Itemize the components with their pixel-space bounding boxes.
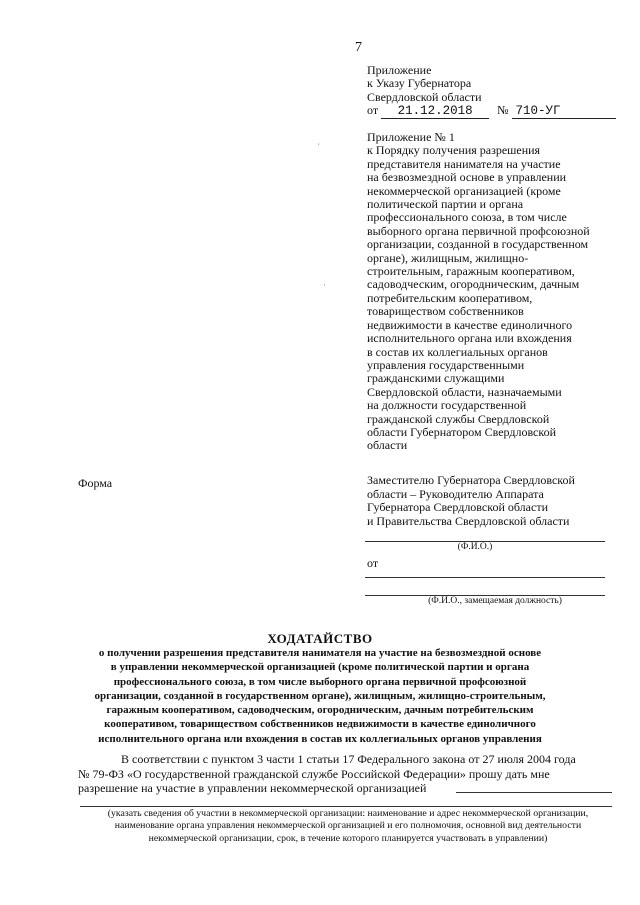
fio-caption: (Ф.И.О.) xyxy=(457,542,493,552)
addressee-block xyxy=(367,474,575,528)
addressee-line: Заместителю Губернатора Свердловской xyxy=(367,473,575,487)
body-line xyxy=(78,781,613,796)
organization-field-line-2[interactable] xyxy=(80,806,612,807)
fio-position-caption: (Ф.И.О., замещаемая должность) xyxy=(428,596,562,606)
scan-speck: ' xyxy=(318,142,320,152)
petition-subtitle xyxy=(80,646,560,746)
addressee-line: и Правительства Свердловской области xyxy=(367,513,570,528)
subtitle-line: гаражным кооперативом, садоводческим, огородническим, дачным потребительским xyxy=(106,704,534,717)
appendix-header xyxy=(367,64,617,119)
appendix-1-line: исполнительного органа или вхождения xyxy=(367,331,572,346)
note-line: (указать сведения об участии в некоммерческой организации: наименование и адрес некоммерческой организации, xyxy=(107,808,589,819)
appendix-1-line: гражданской службы Свердловской xyxy=(367,411,550,426)
appendix-1-line: выборного органа первичной профсоюзной xyxy=(367,223,590,238)
organization-field-line-1[interactable] xyxy=(456,792,612,793)
appendix-1-line: на безвозмездной основе в управлении xyxy=(367,170,567,185)
subtitle-line: кооперативом, товариществом собственников недвижимости в качестве единоличного xyxy=(104,718,536,731)
body-line: № 79-ФЗ «О государственной гражданской службе Российской Федерации» прошу дать мне xyxy=(78,766,550,781)
appendix-1-line: в состав их коллегиальных органов xyxy=(367,344,548,359)
appendix-line: к Указу Губернатора xyxy=(367,76,472,91)
sender-from-label: от xyxy=(367,556,379,570)
appendix-1-line: Свердловской области, назначаемыми xyxy=(367,384,562,399)
appendix-1-line: строительным, гаражным кооперативом, xyxy=(367,264,575,279)
appendix-line: Свердловской области xyxy=(367,89,482,104)
petition-title: ХОДАТАЙСТВО xyxy=(267,631,373,646)
appendix-1-line: недвижимости в качестве единоличного xyxy=(367,317,573,332)
subtitle-line: профессионального союза, в том числе выборного органа первичной профсоюзной xyxy=(113,675,527,688)
addressee-line: области – Руководителю Аппарата xyxy=(367,486,544,501)
appendix-1-block xyxy=(367,131,617,453)
appendix-1-line: некоммерческой организацией (кроме xyxy=(367,183,561,198)
body-line-text: разрешение на участие в управлении некоммерческой организацией xyxy=(78,781,427,795)
form-label: Форма xyxy=(78,476,113,490)
note-line: некоммерческой организации, срок, в течение которого планируется участвовать в управлении) xyxy=(148,832,548,844)
appendix-1-line: области xyxy=(367,438,408,453)
decree-date-number xyxy=(367,104,617,119)
appendix-1-line: профессионального союза, в том числе xyxy=(367,210,567,225)
petition-body xyxy=(78,752,613,796)
subtitle-line: организации, созданной в государственном органе), жилищным, жилищно-строительным, xyxy=(94,689,546,702)
organization-note xyxy=(78,808,618,845)
note-line: наименование органа управления некоммерческой организацией и его полномочия, основной вид деятельности xyxy=(114,820,582,832)
appendix-1-line: политической партии и органа xyxy=(367,197,524,212)
appendix-1-line: организации, созданной в государственном xyxy=(367,237,589,252)
from-label: от xyxy=(367,103,379,118)
number-label: № xyxy=(497,103,509,118)
decree-date: 21.12.2018 xyxy=(381,104,489,119)
appendix-1-line: к Порядку получения разрешения xyxy=(367,143,541,158)
appendix-1-line: гражданскими служащими xyxy=(367,371,505,386)
subtitle-line: о получении разрешения представителя нанимателя на участие на безвозмездной основе xyxy=(98,647,542,659)
appendix-1-line: органе), жилищным, жилищно- xyxy=(367,250,529,265)
appendix-1-line: потребительским кооперативом, xyxy=(367,290,533,305)
appendix-1-line: на должности государственной xyxy=(367,398,527,413)
appendix-1-line: садоводческим, огородническим, дачным xyxy=(367,277,580,292)
appendix-1-line: представителя нанимателя на участие xyxy=(367,156,561,171)
subtitle-line: исполнительного органа или вхождения в состав их коллегиальных органов управления xyxy=(98,732,542,745)
appendix-line: Приложение xyxy=(367,63,432,77)
appendix-1-line: управления государственными xyxy=(367,357,525,372)
decree-number: 710-УГ xyxy=(512,104,616,119)
appendix-1-line: товариществом собственников xyxy=(367,304,524,319)
addressee-line: Губернатора Свердловской области xyxy=(367,500,548,515)
subtitle-line: в управлении некоммерческой организацией (кроме политической партии и органа xyxy=(110,661,530,674)
sender-field-line-1[interactable] xyxy=(365,577,605,578)
page-number: 7 xyxy=(355,40,362,55)
appendix-1-line: Приложение № 1 xyxy=(367,130,455,144)
body-line: В соответствии с пунктом 3 части 1 статьи 17 Федерального закона от 27 июля 2004 года xyxy=(121,752,576,766)
scan-speck: · xyxy=(323,280,326,290)
appendix-1-line: области Губернатором Свердловской xyxy=(367,424,557,439)
